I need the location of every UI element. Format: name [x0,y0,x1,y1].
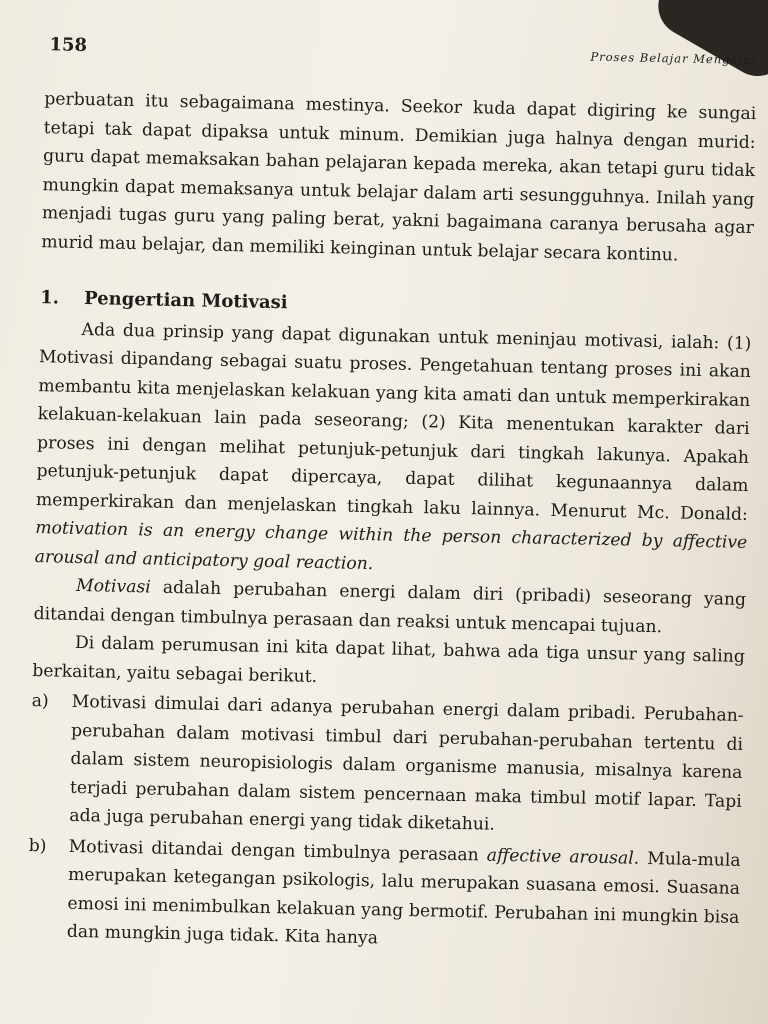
list-item-text-end: Mula-mula merupakan ketegangan psikologis, lalu merupakan suasana emosi. Suasana emosi ini menimbulkan kelakuan yang bermotif. Perubahan ini mungkin bisa dan mungkin juga tidak. Kita hanya [66,848,741,949]
definition-text: adalah perubahan energi dalam diri (pribadi) seseorang yang ditandai dengan timbulnya perasaan dan reaksi untuk mencapai tujuan. [33,577,747,637]
paragraph-principles [34,315,751,586]
list-marker: a) [31,691,49,712]
list-item-text: Motivasi dimulai dari adanya perubahan energi dalam pribadi. Perubahan-perubahan dalam motivasi timbul dari perubahan-perubahan tertentu di dalam sistem neuropisiologis dalam organisme manusia, misalnya karena terjadi perubahan dalam sistem pencernaan maka timbul motif lapar. Tapi ada juga perubahan energi yang tidak diketahui. [69,691,744,835]
book-page [17,20,758,1024]
section-number: 1. [39,287,60,309]
paragraph-elements: Di dalam perumusan ini kita dapat lihat, bahwa ada tiga unsur yang saling berkaitan, yaitu sebagai berikut. [32,632,746,687]
list-item [27,831,741,960]
list-item-text-start: Motivasi ditandai dengan timbulnya perasaan [68,836,479,865]
section-title: Pengertian Motivasi [83,288,288,314]
page-number: 158 [49,34,88,57]
list-item-text [67,832,741,960]
elements-list [27,687,744,960]
running-head: Proses Belajar Mengajar [590,49,758,68]
list-marker: b) [28,835,47,856]
list-item [29,687,744,844]
list-item-emphasis: affective arousal. [486,845,640,869]
intro-paragraph: perbuatan itu sebagaimana mestinya. Seekor kuda dapat digiring ke sungai tetapi tak dapat dipaksa untuk minum. Demikian juga halnya dengan murid: guru dapat memaksakan bahan pelajaran kepada mereka, akan tetapi guru tidak mungkin dapat memaksanya untuk belajar dalam arti sesungguhnya. Inilah yang menjadi tugas guru yang paling berat, yakni bagaimana caranya berusaha agar murid mau belajar, dan memiliki keinginan untuk belajar secara kontinu. [41,89,757,265]
paragraph-principles-text: Ada dua prinsip yang dapat digunakan untuk meninjau motivasi, ialah: (1) Motivasi dipandang sebagai suatu proses. Pengetahuan tentang proses ini akan membantu kita menjelaskan kelakuan yang kita amati dan untuk memperkirakan kelakuan-kelakuan lain pada seseorang; (2) Kita menentukan karakter dari proses ini dengan melihat petunjuk-petunjuk dari tingkah lakunya. Apakah petunjuk-petunjuk dapat dipercaya, dapat dilihat kegunaannya dalam memperkirakan dan menjelaskan tingkah laku lainnya. Menurut Mc. Donald: [35,319,752,525]
mcdonald-quote: motivation is an energy change within the person characterized by affective arousal and anticipatory goal reaction. [34,518,748,574]
page-body [27,85,757,962]
definition-term: Motivasi [75,575,151,598]
